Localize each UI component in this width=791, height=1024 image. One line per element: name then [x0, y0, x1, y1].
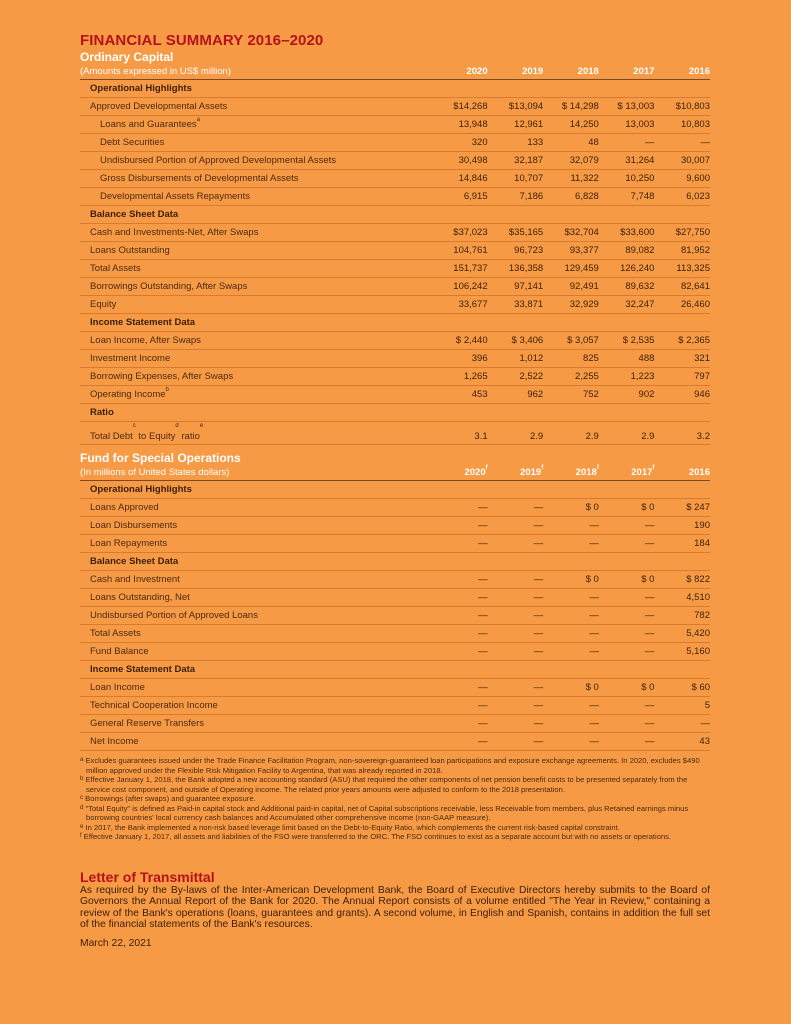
- row-label: [80, 571, 432, 588]
- row-label-text: Net Income: [90, 736, 139, 747]
- cell-value: $ 247: [686, 502, 710, 513]
- cell-value: —: [589, 628, 599, 639]
- cell-value: 81,952: [680, 245, 710, 256]
- row-label-text: Debt Securities: [100, 137, 165, 148]
- cell-value: —: [644, 718, 655, 729]
- year-header: 2018: [577, 66, 599, 77]
- group-heading: [80, 80, 710, 98]
- cell-value: $13,094: [508, 101, 544, 112]
- cell-value: 2.9: [530, 431, 544, 442]
- row-label: [80, 332, 432, 349]
- row-label-text: Undisbursed Portion of Approved Loans: [90, 610, 258, 621]
- ordinary-capital-title: Ordinary Capital: [80, 50, 174, 64]
- footnote: [80, 804, 710, 823]
- year-header: 2016: [688, 66, 710, 77]
- row-label: [80, 350, 432, 367]
- footnote-text: Excludes guarantees issued under the Trade Finance Facilitation Program, non-sovereign-guaranteed loan participations and exposure exchange agreements. In 2020, excludes $490 million approved under the Flexible Risk Mitigation Facility to Argentina, that was already reported in 2018.: [85, 756, 700, 775]
- row-label-text: Loans Outstanding: [90, 245, 170, 256]
- cell-value: —: [478, 736, 488, 747]
- cell-value: 2.9: [641, 431, 655, 442]
- cell-value: $10,803: [675, 101, 710, 112]
- table-row: [80, 607, 710, 625]
- row-label-text: Investment Income: [90, 353, 171, 364]
- cell-value: —: [589, 700, 599, 711]
- cell-value: 126,240: [620, 263, 655, 274]
- cell-value: —: [478, 592, 488, 603]
- cell-value: 9,600: [686, 173, 710, 184]
- cell-value: 26,460: [680, 299, 710, 310]
- row-label: [80, 134, 432, 151]
- cell-value: —: [644, 538, 655, 549]
- cell-value: —: [589, 736, 599, 747]
- cell-value: 902: [638, 389, 655, 400]
- cell-value: 10,250: [625, 173, 655, 184]
- cell-value: 3.1: [474, 431, 488, 442]
- row-label: [80, 260, 432, 277]
- table-row: [80, 188, 710, 206]
- row-label: [80, 589, 432, 606]
- footnote: [80, 775, 710, 794]
- cell-value: —: [533, 736, 544, 747]
- table-row: [80, 733, 710, 751]
- cell-value: 6,023: [686, 191, 710, 202]
- cell-value: $ 3,406: [511, 335, 544, 346]
- row-label: [80, 607, 432, 624]
- cell-value: 5,420: [686, 628, 710, 639]
- cell-value: —: [533, 520, 544, 531]
- year-header: 2017: [633, 66, 655, 77]
- year-header: 2019$^f$: [520, 465, 544, 478]
- cell-value: 320: [471, 137, 488, 148]
- row-label: [80, 152, 432, 169]
- table-row: [80, 98, 710, 116]
- cell-value: —: [589, 718, 599, 729]
- cell-value: $ 2,365: [678, 335, 710, 346]
- row-label-text: Total Assets: [90, 263, 141, 274]
- cell-value: 4,510: [686, 592, 710, 603]
- cell-value: —: [478, 538, 488, 549]
- table-row: [80, 499, 710, 517]
- units-note: (Amounts expressed in US$ million): [80, 66, 232, 77]
- table-row: [80, 535, 710, 553]
- cell-value: —: [478, 682, 488, 693]
- footnote-text: In 2017, the Bank implemented a non-risk based leverage limit based on the Debt-to-Equity Ratio, which complements the current risk-based capital constraint.: [85, 822, 620, 832]
- cell-value: —: [644, 736, 655, 747]
- cell-value: 11,322: [570, 173, 599, 184]
- row-label: [80, 224, 432, 241]
- cell-value: 797: [694, 371, 710, 382]
- row-label: [80, 535, 432, 552]
- row-label: [80, 499, 432, 516]
- row-label-text: Balance Sheet Data: [90, 209, 179, 220]
- table-row: [80, 260, 710, 278]
- row-label-text: Technical Cooperation Income: [90, 700, 218, 711]
- cell-value: 32,187: [514, 155, 544, 166]
- cell-value: 7,748: [630, 191, 655, 202]
- fso-title: Fund for Special Operations: [80, 451, 241, 465]
- row-label-text: Developmental Assets Repayments: [100, 191, 250, 202]
- cell-value: $ 2,535: [622, 335, 655, 346]
- cell-value: —: [533, 646, 544, 657]
- cell-value: 782: [694, 610, 710, 621]
- footnote-mark: b: [165, 387, 169, 393]
- cell-value: —: [644, 610, 655, 621]
- cell-value: 96,723: [514, 245, 544, 256]
- cell-value: 31,264: [625, 155, 655, 166]
- group-heading: [80, 404, 710, 422]
- group-heading: [80, 553, 710, 571]
- table-row: [80, 296, 710, 314]
- row-label: [80, 314, 710, 331]
- row-label-text: Gross Disbursements of Developmental Assets: [100, 173, 299, 184]
- ordinary-capital-table: [80, 80, 710, 445]
- table-row: [80, 152, 710, 170]
- cell-value: —: [644, 646, 655, 657]
- cell-value: —: [533, 574, 544, 585]
- letter-date: March 22, 2021: [80, 937, 152, 949]
- cell-value: 14,846: [458, 173, 488, 184]
- footnote: [80, 823, 710, 833]
- table-row: [80, 332, 710, 350]
- letter-body: As required by the By-laws of the Inter-American Development Bank, the Board of Executive Directors hereby submits to the Board of Governors the Annual Report of the Bank for 2020. The Annual Report consists of a volume entitled "The Year in Review," containing a review of the Bank's operations (loans, guarantees and grants). A second volume, in English and Spanish, contains in addition the full set of the financial statements of the Bank's resources.: [80, 884, 710, 931]
- row-label-text: Loans and Guarantees: [100, 119, 197, 130]
- cell-value: 30,498: [458, 155, 488, 166]
- row-label: [80, 733, 432, 750]
- footnote: [80, 794, 710, 804]
- cell-value: $ 0: [585, 682, 599, 693]
- year-header: 2020$^f$: [464, 465, 488, 478]
- cell-value: $ 14,298: [561, 101, 599, 112]
- cell-value: $ 13,003: [617, 101, 655, 112]
- row-label-text: Total Debt: [90, 431, 133, 442]
- row-label-text: Cash and Investment: [90, 574, 180, 585]
- cell-value: 93,377: [569, 245, 599, 256]
- table-row: [80, 170, 710, 188]
- cell-value: —: [589, 592, 599, 603]
- table-row: [80, 697, 710, 715]
- group-heading: [80, 661, 710, 679]
- row-label: [80, 206, 710, 223]
- year-header: 2018$^f$: [575, 465, 599, 478]
- footnote: [80, 832, 710, 842]
- table-row: [80, 116, 710, 134]
- cell-value: 32,929: [569, 299, 599, 310]
- page-title: FINANCIAL SUMMARY 2016–2020: [80, 32, 324, 49]
- cell-value: 104,761: [453, 245, 488, 256]
- cell-value: $35,165: [508, 227, 544, 238]
- cell-value: 2,522: [519, 371, 544, 382]
- letter-title: Letter of Transmittal: [80, 868, 215, 885]
- footnote-mark: c: [132, 423, 136, 429]
- cell-value: —: [478, 718, 488, 729]
- row-label-text: Approved Developmental Assets: [90, 101, 228, 112]
- cell-value: —: [533, 592, 544, 603]
- row-label-text: Cash and Investments-Net, After Swaps: [90, 227, 259, 238]
- ordinary-capital-header: [80, 64, 710, 80]
- cell-value: 3.2: [696, 431, 710, 442]
- cell-value: 113,325: [676, 263, 710, 274]
- cell-value: —: [478, 628, 488, 639]
- row-label: [80, 116, 432, 133]
- cell-value: 453: [471, 389, 488, 400]
- row-label-text: Operating Income: [90, 389, 166, 400]
- cell-value: $ 0: [641, 574, 655, 585]
- row-label: [80, 296, 432, 313]
- cell-value: —: [700, 718, 710, 729]
- cell-value: 106,242: [453, 281, 488, 292]
- footnote-mark: e: [80, 823, 84, 830]
- row-label: [80, 278, 432, 295]
- cell-value: —: [644, 628, 655, 639]
- table-row: [80, 589, 710, 607]
- cell-value: 133: [527, 137, 544, 148]
- row-label: [80, 661, 710, 678]
- cell-value: 752: [582, 389, 599, 400]
- cell-value: 129,459: [564, 263, 599, 274]
- row-label-text: Borrowings Outstanding, After Swaps: [90, 281, 248, 292]
- fso-table: [80, 481, 710, 751]
- year-header: 2016: [688, 467, 710, 478]
- cell-value: 48: [588, 137, 599, 148]
- year-header: 2019: [522, 66, 544, 77]
- row-label-text: Ratio: [90, 407, 114, 418]
- row-label: [80, 697, 432, 714]
- row-label: [80, 386, 432, 403]
- row-label-text: Equity: [90, 299, 117, 310]
- cell-value: 33,677: [458, 299, 488, 310]
- row-label: [80, 715, 432, 732]
- table-row: [80, 224, 710, 242]
- row-label: [80, 170, 432, 187]
- table-row: [80, 134, 710, 152]
- row-label: [80, 80, 710, 97]
- cell-value: —: [533, 682, 544, 693]
- cell-value: 32,247: [625, 299, 655, 310]
- cell-value: —: [533, 610, 544, 621]
- cell-value: 136,358: [508, 263, 544, 274]
- cell-value: —: [589, 520, 599, 531]
- row-label-text: to Equity: [135, 431, 176, 442]
- row-label: [80, 517, 432, 534]
- table-row: [80, 422, 710, 445]
- row-label-text: Income Statement Data: [90, 664, 196, 675]
- table-row: [80, 386, 710, 404]
- footnote-mark: b: [80, 776, 84, 782]
- cell-value: $27,750: [675, 227, 710, 238]
- row-label-text: Income Statement Data: [90, 317, 196, 328]
- cell-value: $32,704: [564, 227, 599, 238]
- cell-value: $33,600: [620, 227, 655, 238]
- financial-summary-page: [80, 32, 710, 949]
- cell-value: 6,915: [463, 191, 488, 202]
- footnote-mark: a: [80, 757, 84, 763]
- footnote-mark: f: [80, 833, 82, 839]
- cell-value: 13,003: [625, 119, 655, 130]
- cell-value: $ 0: [641, 502, 655, 513]
- row-label: [80, 368, 432, 385]
- group-heading: [80, 206, 710, 224]
- row-label-text: Balance Sheet Data: [90, 556, 179, 567]
- cell-value: —: [478, 646, 488, 657]
- cell-value: 5: [704, 700, 710, 711]
- row-label-text: Operational Highlights: [90, 484, 192, 495]
- year-header: 2020: [466, 66, 488, 77]
- footnote-mark: d: [175, 423, 179, 429]
- footnote-mark: a: [196, 117, 200, 123]
- table-row: [80, 715, 710, 733]
- cell-value: —: [589, 646, 599, 657]
- row-label-text: Operational Highlights: [90, 83, 192, 94]
- row-label: [80, 188, 432, 205]
- row-label: [80, 422, 432, 444]
- cell-value: 7,186: [519, 191, 544, 202]
- row-label-text: Loan Disbursements: [90, 520, 178, 531]
- row-label: [80, 643, 432, 660]
- cell-value: 33,871: [514, 299, 544, 310]
- fso-header: [80, 465, 710, 481]
- cell-value: $14,268: [453, 101, 488, 112]
- footnote-mark: d: [80, 804, 84, 811]
- cell-value: $ 0: [585, 502, 599, 513]
- cell-value: 1,223: [630, 371, 655, 382]
- cell-value: —: [478, 610, 488, 621]
- cell-value: 396: [471, 353, 488, 364]
- footnote-mark: e: [199, 423, 204, 429]
- row-label-text: Loan Income, After Swaps: [90, 335, 201, 346]
- cell-value: 10,803: [680, 119, 710, 130]
- row-label-text: Loan Repayments: [90, 538, 168, 549]
- cell-value: 5,160: [686, 646, 710, 657]
- row-label: [80, 481, 710, 498]
- cell-value: 946: [694, 389, 710, 400]
- cell-value: —: [589, 610, 599, 621]
- footnote-text: Effective January 1, 2018, the Bank adopted a new accounting standard (ASU) that required the other components of net pension benefit costs to be presented separately from the service cost component, and outside of Operating income. The related prior years amounts were adjusted to conform to the 2018 presentation.: [85, 775, 688, 794]
- cell-value: $ 0: [641, 682, 655, 693]
- table-row: [80, 643, 710, 661]
- cell-value: $ 3,057: [567, 335, 599, 346]
- group-heading: [80, 314, 710, 332]
- cell-value: 13,948: [458, 119, 488, 130]
- units-note: (In millions of United States dollars): [80, 467, 230, 478]
- row-label-text: Total Assets: [90, 628, 141, 639]
- table-row: [80, 278, 710, 296]
- cell-value: —: [478, 700, 488, 711]
- footnote-mark: c: [80, 795, 83, 801]
- row-label-text: Borrowing Expenses, After Swaps: [90, 371, 234, 382]
- cell-value: 43: [699, 736, 710, 747]
- cell-value: 184: [694, 538, 710, 549]
- cell-value: 92,491: [569, 281, 599, 292]
- table-row: [80, 571, 710, 589]
- cell-value: —: [700, 137, 710, 148]
- cell-value: —: [644, 520, 655, 531]
- row-label: [80, 242, 432, 259]
- cell-value: 1,012: [519, 353, 544, 364]
- cell-value: 190: [694, 520, 710, 531]
- cell-value: —: [644, 137, 655, 148]
- cell-value: —: [478, 502, 488, 513]
- cell-value: 89,082: [625, 245, 655, 256]
- cell-value: —: [478, 574, 488, 585]
- row-label-text: ratio: [178, 431, 200, 442]
- footnotes: [80, 756, 710, 842]
- cell-value: —: [533, 718, 544, 729]
- cell-value: —: [644, 700, 655, 711]
- cell-value: $ 2,440: [455, 335, 488, 346]
- table-row: [80, 517, 710, 535]
- cell-value: 10,707: [514, 173, 544, 184]
- row-label: [80, 679, 432, 696]
- cell-value: $ 0: [585, 574, 599, 585]
- table-row: [80, 242, 710, 260]
- cell-value: 6,828: [575, 191, 599, 202]
- year-header: 2017$^f$: [631, 465, 655, 478]
- cell-value: $ 60: [691, 682, 710, 693]
- cell-value: 488: [638, 353, 655, 364]
- cell-value: 89,632: [625, 281, 655, 292]
- cell-value: $ 822: [686, 574, 710, 585]
- cell-value: 151,737: [453, 263, 488, 274]
- footnote-text: Borrowings (after swaps) and guarantee exposure.: [85, 794, 256, 803]
- group-heading: [80, 481, 710, 499]
- footnote-text: Effective January 1, 2017, all assets and liabilities of the FSO were transferred to the ORC. The FSO continues to exist as a separate account but with no assets or operations.: [83, 832, 672, 841]
- cell-value: 321: [694, 353, 710, 364]
- row-label-text: Undisbursed Portion of Approved Developmental Assets: [100, 155, 337, 166]
- row-label: [80, 98, 432, 115]
- cell-value: 962: [527, 389, 544, 400]
- cell-value: 82,641: [680, 281, 710, 292]
- cell-value: 12,961: [514, 119, 544, 130]
- cell-value: 825: [582, 353, 599, 364]
- row-label-text: General Reserve Transfers: [90, 718, 205, 729]
- cell-value: —: [533, 700, 544, 711]
- cell-value: 32,079: [569, 155, 599, 166]
- row-label: [80, 625, 432, 642]
- row-label: [80, 553, 710, 570]
- row-label-text: Loans Approved: [90, 502, 159, 513]
- table-row: [80, 679, 710, 697]
- cell-value: —: [644, 592, 655, 603]
- table-row: [80, 368, 710, 386]
- row-label-text: Loan Income: [90, 682, 145, 693]
- cell-value: —: [589, 538, 599, 549]
- cell-value: 30,007: [680, 155, 710, 166]
- cell-value: $37,023: [453, 227, 488, 238]
- footnote: [80, 756, 710, 775]
- table-row: [80, 350, 710, 368]
- cell-value: —: [478, 520, 488, 531]
- footnote-text: "Total Equity" is defined as Paid-in capital stock and Additional paid-in capital, net of Capital subscriptions receivable, less Receivable from members, plus Retained earnings minus borrowing countries' local currency cash balances and Accumulated other comprehensive income (non-GAAP measure).: [85, 803, 689, 822]
- cell-value: —: [533, 628, 544, 639]
- cell-value: 1,265: [463, 371, 488, 382]
- cell-value: 14,250: [569, 119, 599, 130]
- cell-value: 97,141: [514, 281, 544, 292]
- row-label: [80, 404, 710, 421]
- cell-value: 2.9: [585, 431, 599, 442]
- row-label-text: Loans Outstanding, Net: [90, 592, 190, 603]
- cell-value: —: [533, 502, 544, 513]
- cell-value: —: [533, 538, 544, 549]
- row-label-text: Fund Balance: [90, 646, 149, 657]
- table-row: [80, 625, 710, 643]
- cell-value: 2,255: [575, 371, 599, 382]
